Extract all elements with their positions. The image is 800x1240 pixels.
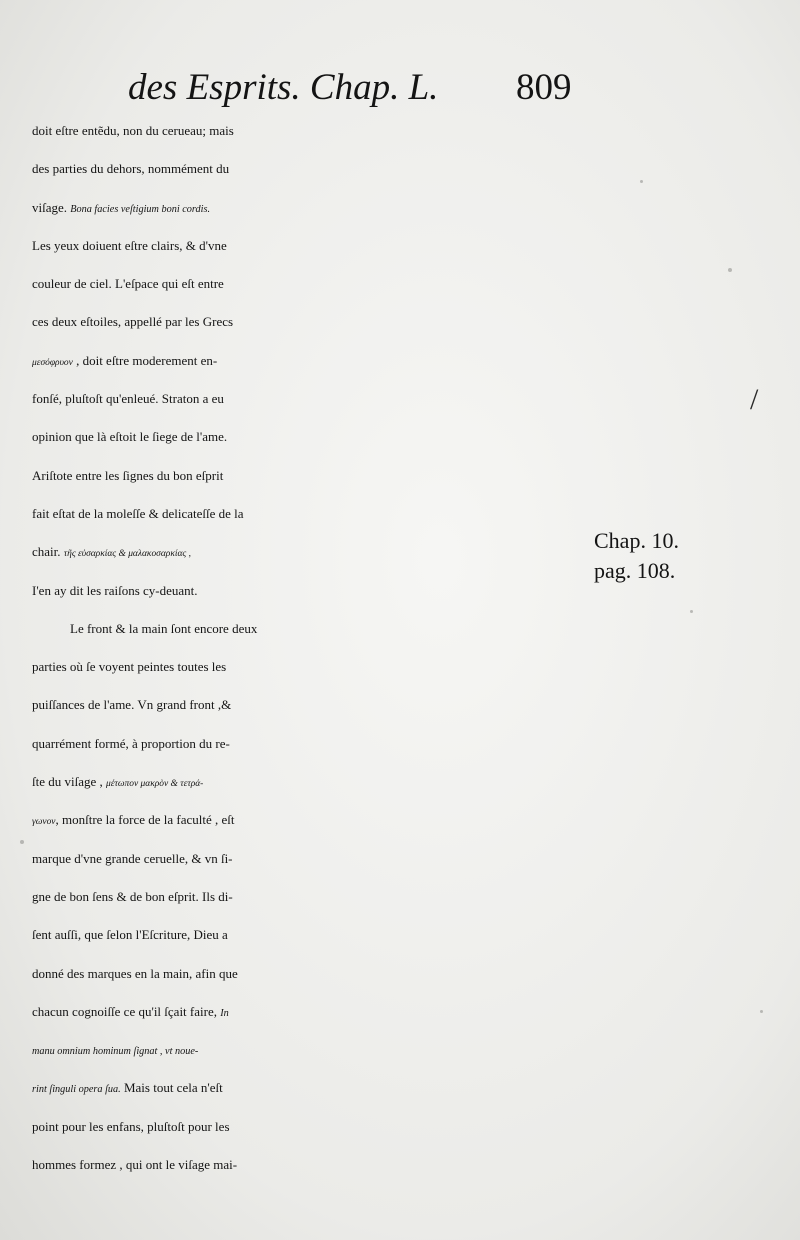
text-line (32, 1031, 592, 1069)
text-line (32, 380, 592, 418)
text-line (32, 916, 592, 954)
text-segment: chair. (32, 544, 64, 560)
text-line (32, 265, 592, 303)
text-segment: , monſtre la force de la faculté , eſt (55, 812, 235, 828)
text-segment: Mais tout cela n'eſt (120, 1080, 223, 1096)
margin-note-line: Chap. 10. (594, 528, 679, 553)
text-segment: Le front & la main ſont encore deux (70, 620, 258, 636)
text-line (32, 1108, 592, 1146)
text-segment: doit eſtre entẽdu, non du cerueau; mais (32, 123, 234, 138)
greek-term: γωνον (32, 817, 56, 828)
text-segment: Ariſtote entre les ſignes du bon eſprit (32, 467, 224, 483)
text-segment: marque d'vne grande ceruelle, & vn ſi- (32, 850, 233, 866)
latin-quotation: manu omnium hominum ſignat , vt noue- (32, 1046, 199, 1058)
text-segment: quarrément formé, à proportion du re- (32, 735, 230, 751)
paper-speck (760, 1010, 763, 1013)
text-line (32, 1069, 592, 1107)
text-line (32, 457, 592, 495)
paper-speck (640, 180, 643, 183)
text-line (32, 418, 592, 456)
text-line (32, 840, 592, 878)
text-line (32, 189, 592, 227)
text-segment: couleur de ciel. L'eſpace qui eſt entre (32, 276, 224, 292)
text-segment: Les yeux doiuent eſtre clairs, & d'vne (32, 237, 227, 253)
body-text (32, 112, 592, 1184)
text-line (32, 648, 592, 686)
text-segment: parties où ſe voyent peintes toutes les (32, 659, 227, 675)
text-line (32, 610, 592, 648)
text-segment: ſent auſſi, que ſelon l'Eſcriture, Dieu a (32, 927, 228, 943)
paper-speck (20, 840, 24, 844)
text-line (32, 993, 592, 1031)
text-line (32, 572, 592, 610)
text-line (32, 533, 592, 571)
text-segment: I'en ay dit les raiſons cy-deuant. (32, 582, 198, 598)
latin-quotation: Bona facies veſtigium boni cordis. (70, 203, 211, 215)
text-segment: fonſé, pluſtoſt qu'enleué. Straton a eu (32, 391, 224, 407)
text-segment: point pour les enfans, pluſtoſt pour les (32, 1118, 230, 1134)
greek-term: μεσόφρυον (32, 357, 73, 368)
text-segment: viſage. (32, 199, 71, 215)
text-line (32, 112, 592, 150)
text-line (32, 686, 592, 724)
text-line (32, 495, 592, 533)
text-segment: chacun cognoiſſe ce qu'il ſçait faire, (32, 1003, 221, 1019)
text-segment: opinion que là eſtoit le ſiege de l'ame. (32, 429, 228, 445)
text-segment: donné des marques en la main, afin que (32, 965, 238, 981)
text-segment: ſte du viſage , (32, 774, 107, 790)
text-segment: hommes formez , qui ont le viſage mai- (32, 1157, 238, 1173)
text-line (32, 725, 592, 763)
running-title: des Esprits. Chap. L. (128, 67, 439, 108)
paper-speck (728, 268, 732, 272)
text-line (32, 763, 592, 801)
text-segment: fait eſtat de la moleſſe & delicateſſe de la (32, 505, 244, 521)
text-line (32, 342, 592, 380)
text-segment: des parties du dehors, nommément du (32, 161, 230, 177)
latin-quotation: rint ſinguli opera ſua. (32, 1084, 121, 1096)
text-line (32, 801, 592, 839)
text-segment: puiſſances de l'ame. Vn grand front ,& (32, 697, 232, 713)
text-line (32, 878, 592, 916)
paper-speck (690, 610, 693, 613)
text-line (32, 955, 592, 993)
text-line (32, 303, 592, 341)
page-number: 809 (516, 67, 572, 108)
latin-quotation: In (220, 1007, 229, 1019)
greek-term: μέτωπον μακρὸν & τετρά- (106, 779, 204, 790)
text-line (32, 227, 592, 265)
margin-note (594, 526, 714, 586)
text-line (32, 1146, 592, 1184)
text-segment: ces deux eſtoiles, appellé par les Grecs (32, 314, 234, 330)
greek-term: τῆς εὐσαρκίας & μαλακοσαρκίας , (63, 549, 191, 560)
margin-mark: / (750, 383, 759, 416)
margin-note-line: pag. 108. (594, 558, 676, 583)
text-line (32, 150, 592, 188)
text-segment: , doit eſtre moderement en- (72, 352, 218, 368)
text-segment: gne de bon ſens & de bon eſprit. Ils di- (32, 888, 233, 904)
page-header (128, 60, 588, 110)
